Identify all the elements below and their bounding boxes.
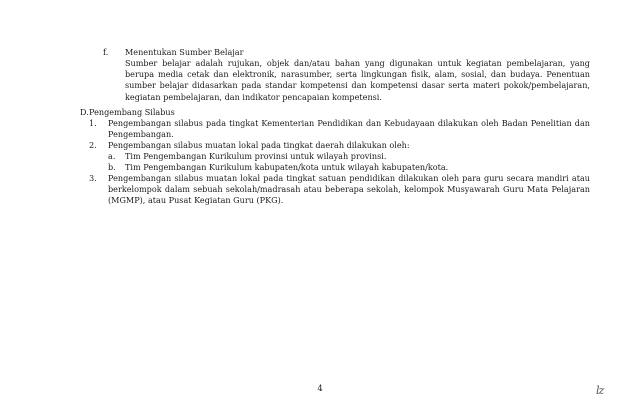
list-item-3: Pengembangan silabus muatan lokal pada tingkat satuan pendidikan dilakukan oleh para guru secara mandiri atau berkelompok dalam sebuah sekolah/madrasah atau beberapa sekolah, kelompok Musyawarah Guru Mata Pelajaran (MGMP), atau Pusat Kegiatan Guru (PKG). [108, 173, 590, 206]
sub-list-marker-a: a. [108, 151, 116, 161]
paragraph-sumber-belajar: Sumber belajar adalah rujukan, objek dan/atau bahan yang digunakan untuk kegiatan pembelajaran, yang berupa media cetak dan elektronik, narasumber, serta lingkungan fisik, alam, sosial, dan budaya. Penentuan sumber belajar didasarkan pada standar kompetensi dan kompetensi dasar serta materi pokok/pembelajaran, kegiatan pembelajaran, dan indikator pencapaian kompetensi. [125, 58, 590, 102]
section-heading-sumber-belajar: Menentukan Sumber Belajar [125, 47, 244, 57]
list-marker-1: 1. [89, 118, 97, 128]
list-item-2: Pengembangan silabus muatan lokal pada tingkat daerah dilakukan oleh: [108, 140, 410, 150]
page-number: 4 [317, 383, 323, 393]
list-marker-f: f. [103, 47, 109, 57]
sub-list-item-b: Tim Pengembangan Kurikulum kabupaten/kota untuk wilayah kabupaten/kota. [125, 162, 449, 172]
sub-list-item-a: Tim Pengembangan Kurikulum provinsi untuk wilayah provinsi. [125, 151, 387, 161]
list-item-1: Pengembangan silabus pada tingkat Kementerian Pendidikan dan Kebudayaan dilakukan oleh Badan Penelitian dan Pengembangan. [108, 118, 590, 140]
initials-signature: lz [596, 384, 604, 397]
list-marker-3: 3. [89, 173, 97, 183]
section-marker-d: D. [80, 107, 89, 117]
list-marker-2: 2. [89, 140, 97, 150]
sub-list-marker-b: b. [108, 162, 116, 172]
section-heading-pengembang-silabus: Pengembang Silabus [89, 107, 175, 117]
